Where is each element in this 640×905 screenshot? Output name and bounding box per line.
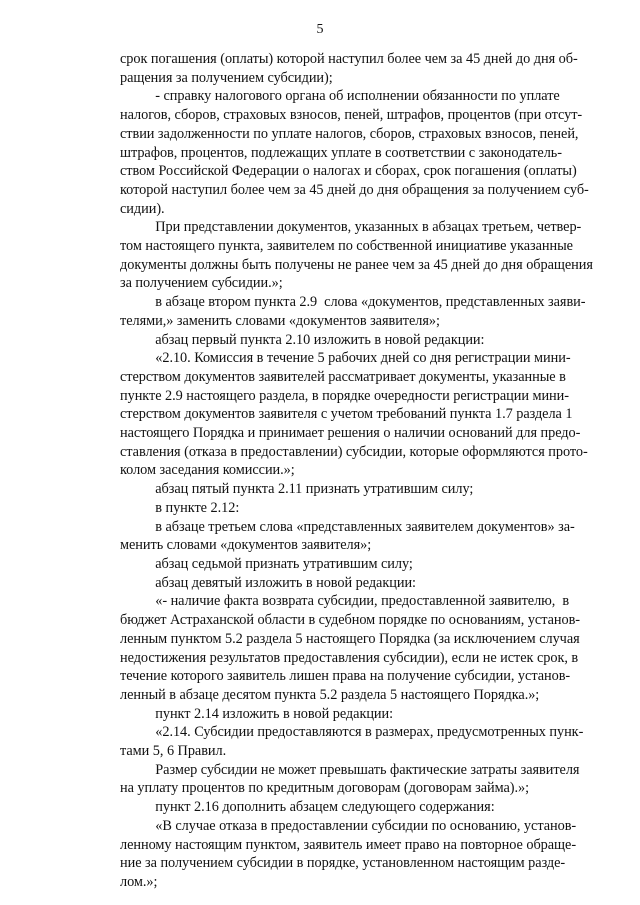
paragraph-6: «2.10. Комиссия в течение 5 рабочих дней со дня регистрации мини- стерством документов заявителей рассматривает документы, указанные в пункте 2.9 настоящего раздела, в порядке очередности регистрации мини- стерством документов заявителя с учетом требований пункта 1.7 раздела 1 настоящего Порядка и принимает решения о наличии оснований для предо- ставления (отказа в предоставлении) субсидии, которые оформляются прото- колом заседания комиссии.»; [120, 350, 588, 479]
paragraph-9: в абзаце третьем слова «представленных заявителем документов» за- менить словами «документов заявителя»; [120, 518, 575, 554]
paragraph-8: в пункте 2.12: [120, 499, 240, 516]
paragraph-4: в абзаце втором пункта 2.9 слова «документов, представленных заяви- телями,» заменить словами «документов заявителя»; [120, 294, 586, 329]
paragraph-1: срок погашения (оплаты) которой наступил более чем за 45 дней до дня об- ращения за получением субсидии); [120, 51, 578, 86]
paragraph-7: абзац пятый пункта 2.11 признать утратившим силу; [120, 481, 474, 498]
paragraph-10: абзац седьмой признать утратившим силу; [120, 555, 413, 572]
paragraph-2: - справку налогового органа об исполнении обязанности по уплате налогов, сборов, страховых взносов, пеней, штрафов, процентов (при отсут- ствии задолженности по уплате налогов, сборов, страховых взносов, пеней, штрафов, процентов, подлежащих уплате в соответствии с законодатель- ством Российской Федерации о налогах и сборах, срок погашения (оплаты) которой наступил более чем за 45 дней до дня обращения за получением суб- сидии). [120, 88, 589, 217]
paragraph-3: При представлении документов, указанных в абзацах третьем, четвер- том настоящего пункта, заявителем по собственной инициативе указанные документы должны быть получены не ранее чем за 45 дней до дня обращения за получением субсидии.»; [120, 219, 593, 292]
paragraph-16: пункт 2.16 дополнить абзацем следующего содержания: [120, 799, 495, 816]
page-number: 5 [316, 22, 324, 37]
paragraph-14: «2.14. Субсидии предоставляются в размерах, предусмотренных пунк- тами 5, 6 Правил. [120, 724, 584, 760]
paragraph-17: «В случае отказа в предоставлении субсидии по основанию, установ- ленному настоящим пунктом, заявитель имеет право на повторное обраще- ние за получением субсидии в порядке, установленном настоящим разде- лом.»; [120, 817, 577, 890]
paragraph-12: «- наличие факта возврата субсидии, предоставленной заявителю, в бюджет Астраханской области в судебном порядке по основаниям, установ- ленным пунктом 5.2 раздела 5 настоящего Порядка (за исключением случая недостижения результатов предоставления субсидии), если не истек срок, в течение которого заявитель лишен права на получение субсидии, установ- ленный в абзаце десятом пункта 5.2 раздела 5 настоящего Порядка.»; [120, 593, 581, 703]
paragraph-11: абзац девятый изложить в новой редакции: [120, 574, 416, 591]
paragraph-15: Размер субсидии не может превышать фактические затраты заявителя на уплату процентов по кредитным договорам (договорам займа).»; [120, 761, 580, 797]
paragraph-13: пункт 2.14 изложить в новой редакции: [120, 705, 394, 722]
document-body [120, 50, 628, 892]
paragraph-5: абзац первый пункта 2.10 изложить в новой редакции: [120, 331, 485, 348]
